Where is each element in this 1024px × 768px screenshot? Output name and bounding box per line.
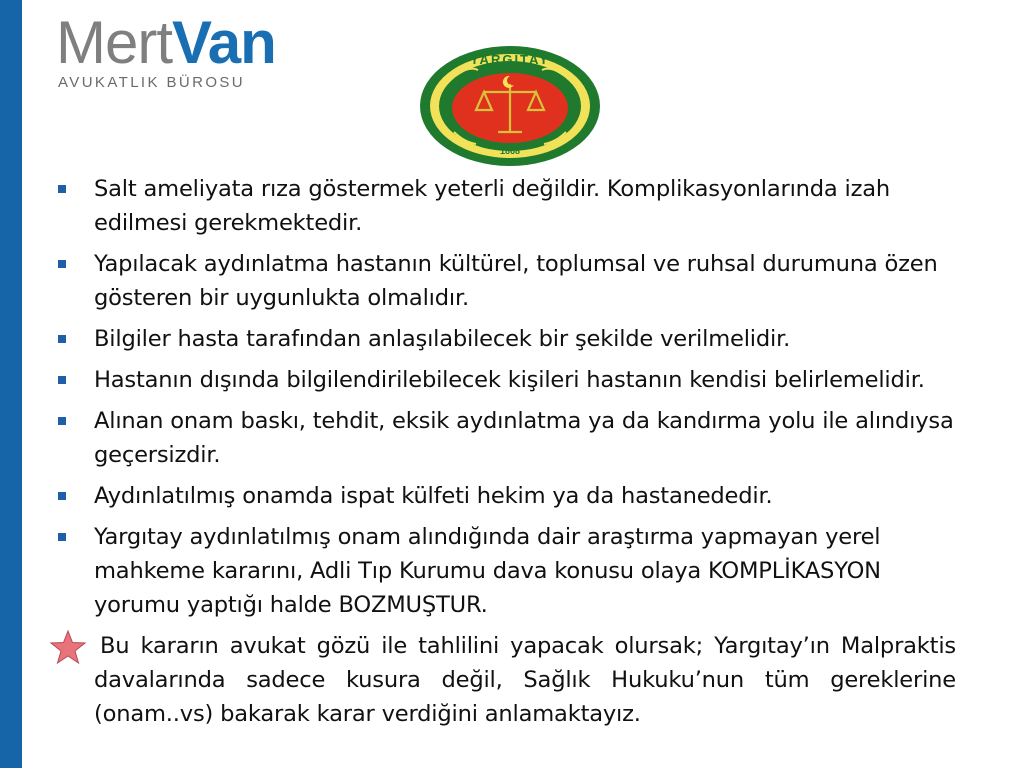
logo-word-mert: Mert — [56, 9, 172, 76]
seal-graphic — [418, 44, 602, 168]
seal-title-text: YARGITAY — [470, 52, 550, 67]
star-polygon — [51, 631, 85, 663]
bullet-item — [56, 322, 956, 356]
bullet-text: Aydınlatılmış onamda ispat külfeti hekim ya da hastanededir. — [94, 483, 773, 509]
conclusion-paragraph: Bu kararın avukat gözü ile tahlilini yapacak olursak; Yargıtay’ın Malpraktis davalarında sadece kusura değil, Sağlık Hukuku’nun tüm gereklerine (onam..vs) bakarak karar verdiğini anlamaktayız. — [94, 633, 956, 727]
bullet-item — [56, 520, 956, 622]
slide-content — [56, 172, 956, 731]
square-bullet-icon — [58, 417, 66, 425]
bullet-text: Yapılacak aydınlatma hastanın kültürel, toplumsal ve ruhsal durumuna özen gösteren bir uygunlukta olmalıdır. — [94, 251, 938, 311]
square-bullet-icon — [58, 260, 66, 268]
bullet-item — [56, 247, 956, 315]
bullet-text: Hastanın dışında bilgilendirilebilecek kişileri hastanın kendisi belirlemelidir. — [94, 367, 925, 393]
bullet-list — [56, 172, 956, 622]
yargitay-seal-icon — [418, 44, 602, 168]
logo-subtitle: AVUKATLIK BÜROSU — [58, 74, 246, 91]
mertvan-logo — [56, 9, 296, 94]
square-bullet-icon — [58, 185, 66, 193]
logo-wordmark — [56, 9, 296, 76]
square-bullet-icon — [58, 376, 66, 384]
bullet-item — [56, 363, 956, 397]
star-icon — [50, 630, 86, 664]
bullet-text: Salt ameliyata rıza göstermek yeterli değildir. Komplikasyonlarında izah edilmesi gerekmektedir. — [94, 176, 891, 236]
bullet-item — [56, 404, 956, 472]
bullet-text: Yargıtay aydınlatılmış onam alındığında dair araştırma yapmayan yerel mahkeme kararını, Adli Tıp Kurumu dava konusu olaya KOMPLİKASYON yorumu yaptığı halde BOZMUŞTUR. — [94, 524, 881, 618]
square-bullet-icon — [58, 335, 66, 343]
bullet-item — [56, 479, 956, 513]
left-accent-bar — [0, 0, 22, 768]
star-shape — [50, 630, 86, 664]
bullet-item — [56, 172, 956, 240]
square-bullet-icon — [58, 533, 66, 541]
square-bullet-icon — [58, 492, 66, 500]
logo-word-van: Van — [172, 9, 276, 76]
bullet-text: Alınan onam baskı, tehdit, eksik aydınlatma ya da kandırma yolu ile alındıysa geçersizdir. — [94, 408, 954, 468]
bullet-text: Bilgiler hasta tarafından anlaşılabilecek bir şekilde verilmelidir. — [94, 326, 791, 352]
seal-year-text: 1868 — [499, 146, 521, 156]
